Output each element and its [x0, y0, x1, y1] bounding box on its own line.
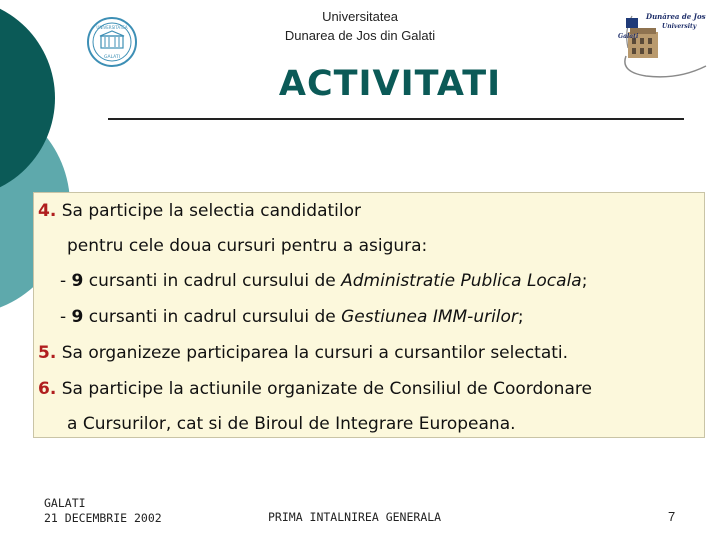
university-name-line1: Universitatea [322, 9, 398, 24]
bullet-administratie [60, 271, 587, 291]
bullet-count: 9 [71, 307, 84, 327]
university-name-line2: Dunarea de Jos din Galati [284, 28, 436, 43]
bullet-text: cursanti in cadrul cursului de [83, 307, 342, 327]
course-name: Administratie Publica Locala [341, 271, 582, 291]
bullet-text: cursanti in cadrul cursului de [83, 271, 342, 291]
slide-title: ACTIVITATI [278, 64, 502, 104]
bullet-dash: - [60, 271, 72, 291]
bullet-gestiunea [60, 307, 524, 327]
item-6-text: Sa participe la actiunile organizate de Consiliul de Coordonare [56, 379, 592, 399]
item-5-number: 5. [38, 343, 57, 363]
item-6-line2: a Cursurilor, cat si de Biroul de Integrare Europeana. [67, 414, 516, 434]
bullet-end: ; [517, 307, 524, 327]
footer-date: 21 DECEMBRIE 2002 [44, 511, 162, 525]
item-4-line1 [38, 201, 361, 221]
university-seal-logo [86, 16, 138, 68]
item-5-text: Sa organizeze participarea la cursuri a cursantilor selectati. [56, 343, 569, 363]
bullet-count: 9 [71, 271, 84, 291]
item-6-line1 [38, 379, 592, 399]
bullet-dash: - [60, 307, 72, 327]
bullet-end: ; [581, 271, 588, 291]
footer-event: PRIMA INTALNIREA GENERALA [268, 510, 442, 524]
seal-text-bottom: GALATI [104, 55, 120, 60]
item-4-line2: pentru cele doua cursuri pentru a asigura: [67, 236, 428, 256]
seal-text-top: UNIVERSITATEA [96, 25, 128, 30]
footer-place: GALATI [44, 496, 86, 510]
logo-text-line1: Dunărea de Jos [646, 12, 706, 21]
footer-place-date [44, 496, 162, 526]
item-5 [38, 343, 568, 363]
item-4-number: 4. [38, 201, 57, 221]
item-4-text: Sa participe la selectia candidatilor [56, 201, 361, 221]
logo-text-line3: Galaţi [618, 33, 639, 40]
logo-text-line2: University [662, 23, 697, 30]
title-underline [108, 118, 684, 120]
page-number: 7 [668, 509, 676, 524]
course-name: Gestiunea IMM-urilor [341, 307, 518, 327]
item-6-number: 6. [38, 379, 57, 399]
